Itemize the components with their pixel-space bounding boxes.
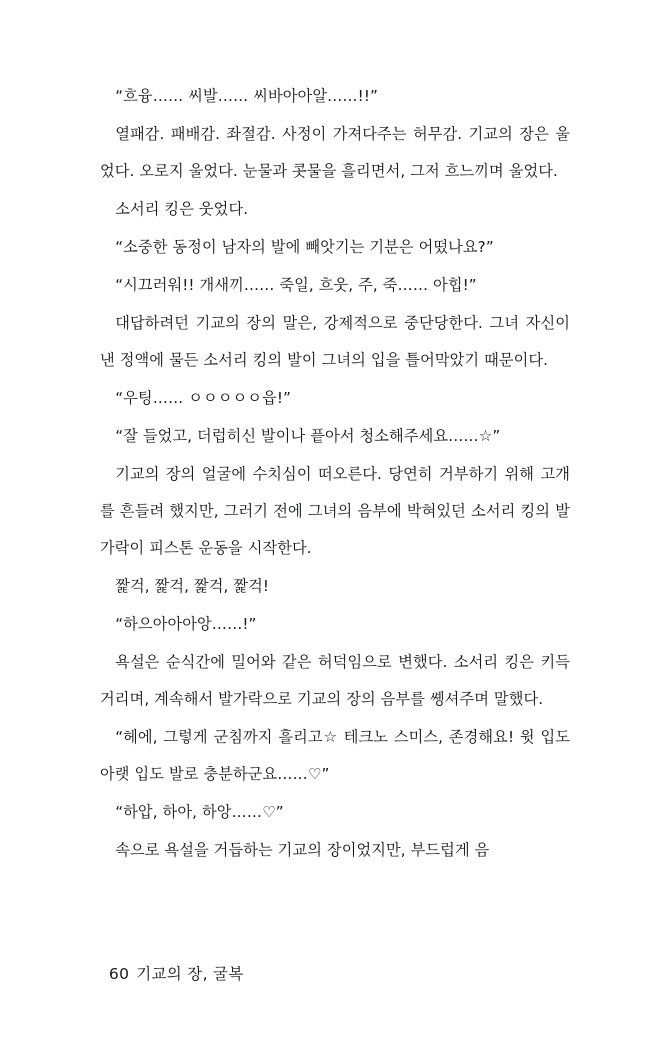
- page-footer: [88, 944, 244, 1002]
- paragraph: “우팅…… ㅇㅇㅇㅇㅇ읍!”: [115, 389, 291, 407]
- paragraph: 소서리 킹은 웃었다.: [115, 200, 249, 218]
- book-title: 기교의 장, 굴복: [136, 965, 244, 983]
- paragraph: “헤에, 그렇게 군침까지 흘리고☆ 테크노 스미스, 존경해요! 윗 입도 아랫 입도 발로 충분하군요……♡”: [100, 728, 570, 783]
- paragraph: “잘 들었고, 더럽히신 발이나 픝아서 청소해주세요……☆”: [115, 427, 501, 445]
- paragraph: 짩걱, 짩걱, 짩걱, 짩걱!: [115, 577, 270, 595]
- paragraph: 열패감. 패배감. 좌절감. 사정이 가져다주는 허무감. 기교의 장은 울었다. 오로지 울었다. 눈물과 콧물을 흘리면서, 그저 흐느끼며 울었다.: [100, 125, 570, 180]
- paragraph: 욕설은 순식간에 밀어와 같은 허덕임으로 변했다. 소서리 킹은 키득거리며, 계속해서 발가락으로 기교의 장의 음부를 쏑셔주며 말했다.: [100, 653, 570, 708]
- paragraph: 기교의 장의 얼굴에 수치심이 떠오른다. 당연히 거부하기 위해 고개를 흔들려 했지만, 그러기 전에 그녀의 음부에 박혀있던 소서리 킹의 발가락이 피스톤 운동을 시작한다.: [100, 465, 570, 557]
- paragraph: 속으로 욕설을 거듭하는 기교의 장이었지만, 부드럽게 음: [115, 841, 490, 859]
- paragraph: “소중한 동정이 남자의 발에 빼앗기는 기분은 어떴나요?”: [115, 238, 494, 256]
- paragraph: “흐융…… 씨발…… 씨바아아알……!!”: [115, 87, 379, 105]
- paragraph: “하압, 하아, 하앙……♡”: [115, 803, 284, 821]
- paragraph: 대답하려던 기교의 장의 말은, 강제적으로 중단당한다. 그녀 자신이 낸 정액에 물든 소서리 킹의 발이 그녀의 입을 틀어막았기 때문이다.: [100, 314, 570, 369]
- page-text-body: [100, 78, 570, 870]
- paragraph: “시끄러워!! 개새끼…… 죽일, 흐웃, 주, 죽…… 아힙!”: [115, 276, 477, 294]
- page-number: 60: [108, 965, 130, 983]
- paragraph: “하으아아아앙……!”: [115, 615, 257, 633]
